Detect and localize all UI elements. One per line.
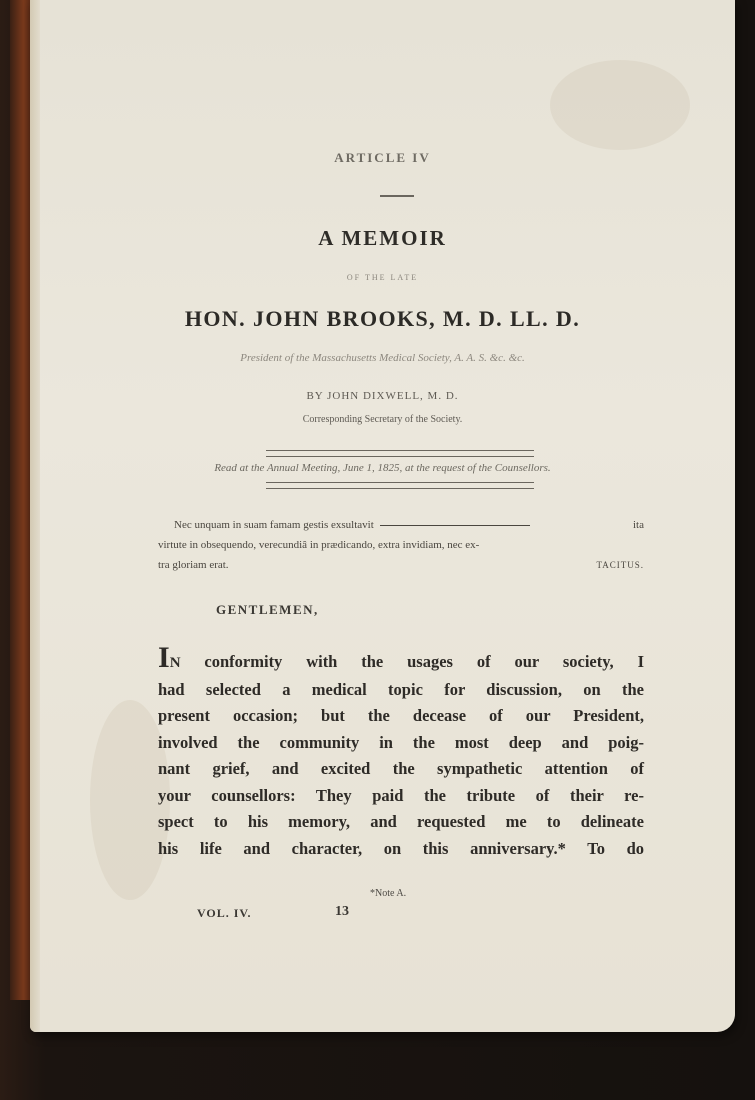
- subject-name-heading: HON. JOHN BROOKS, M. D. LL. D.: [184, 306, 581, 331]
- body-line: his life and character, on this anniversary.* To do: [158, 838, 644, 858]
- double-rule-top: [266, 450, 534, 457]
- body-line: spect to his memory, and requested me to delineate: [158, 812, 644, 831]
- body-line: involved the community in the most deep and poig-: [158, 732, 644, 752]
- title-rule: [380, 195, 414, 197]
- body-line1-text: conformity with the usages of our society, I: [180, 652, 644, 671]
- epigraph-line: [158, 535, 644, 555]
- small-cap: N: [169, 655, 181, 671]
- body-line: nant grief, and excited the sympathetic attention of: [158, 759, 644, 778]
- epigraph: [158, 515, 644, 575]
- body-line: your counsellors: They paid the tribute of their re-: [158, 785, 644, 805]
- epigraph-attribution: TACITUS.: [596, 560, 644, 570]
- read-at-meeting-line: Read at the Annual Meeting, June 1, 1825, at the request of the Counsellors.: [214, 462, 551, 474]
- epigraph-line3: tra gloriam erat.: [158, 559, 229, 571]
- page-stain: [550, 60, 690, 150]
- signature-number: 13: [335, 904, 349, 919]
- epigraph-line2: virtute in obsequendo, verecundiâ in prædicando, extra invidiam, nec ex-: [158, 539, 480, 551]
- president-line: President of the Massachusetts Medical Society, A. A. S. &c. &c.: [240, 352, 525, 364]
- volume-label: VOL. IV.: [197, 906, 252, 920]
- of-the-late-line: OF THE LATE: [346, 273, 419, 282]
- epigraph-line1-start: Nec unquam in suam famam gestis exsultavit: [174, 519, 374, 531]
- epigraph-dash: [380, 525, 530, 526]
- body-paragraph: [158, 641, 644, 862]
- author-line: BY JOHN DIXWELL, M. D.: [306, 390, 459, 402]
- book-page: [30, 0, 735, 1032]
- double-rule-bottom: [266, 482, 534, 489]
- body-line: [158, 641, 644, 677]
- memoir-title: A MEMOIR: [318, 226, 447, 250]
- body-line: present occasion; but the decease of our President,: [158, 706, 644, 725]
- epigraph-line: [158, 515, 644, 535]
- epigraph-line: [158, 555, 644, 575]
- body-line: had selected a medical topic for discussion, on the: [158, 679, 644, 699]
- article-label: ARTICLE IV: [334, 150, 431, 165]
- salutation: GENTLEMEN,: [216, 602, 319, 617]
- epigraph-line1-end: ita: [633, 519, 644, 531]
- author-role-line: Corresponding Secretary of the Society.: [302, 414, 463, 425]
- footnote: *Note A.: [370, 888, 407, 899]
- drop-cap: I: [158, 641, 170, 674]
